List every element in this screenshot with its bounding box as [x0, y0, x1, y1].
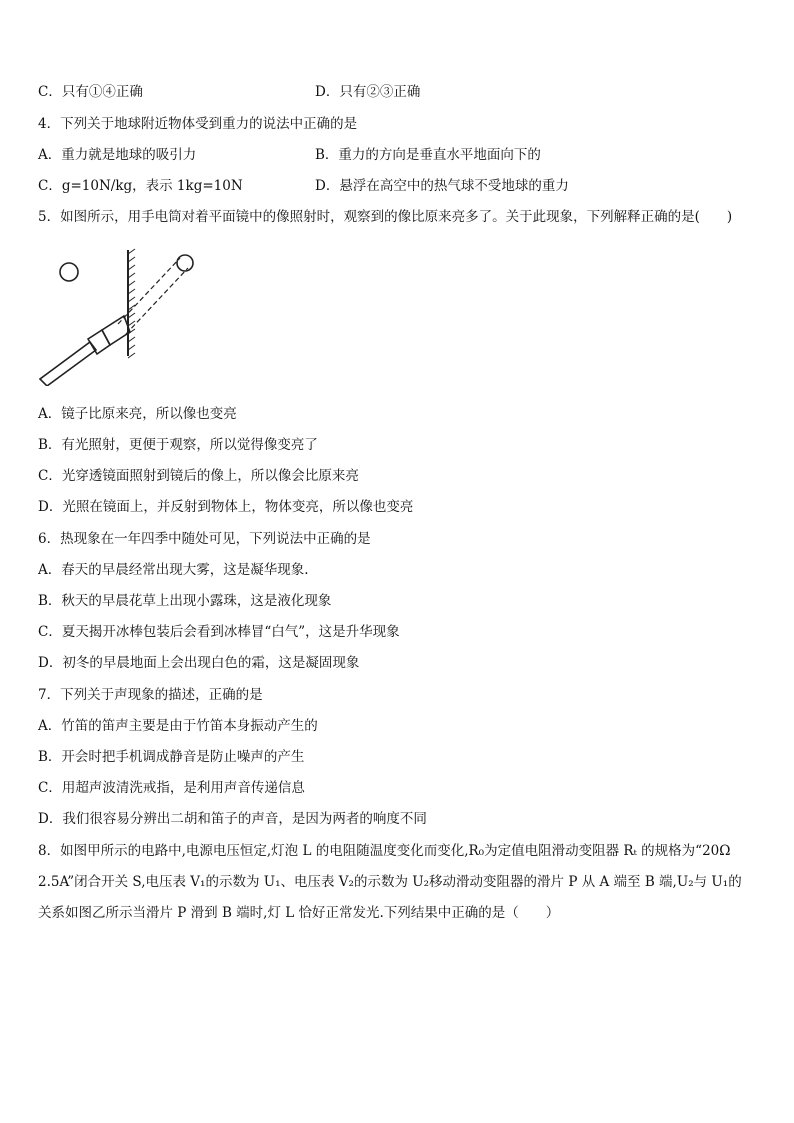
image-ball	[177, 255, 193, 271]
q3-option-c: C．只有①④正确	[38, 84, 143, 100]
q4-option-c: C．g=10N/kg，表示 1kg=10N	[38, 178, 243, 194]
q3-option-d: D．只有②③正确	[315, 84, 421, 100]
mirror-hatching	[128, 249, 135, 358]
q4-option-a: A．重力就是地球的吸引力	[38, 147, 197, 163]
mirror-flashlight-figure	[38, 246, 198, 386]
q7-stem: 7．下列关于声现象的描述，正确的是	[38, 687, 263, 703]
q7-option-c: C．用超声波清洗戒指，是利用声音传递信息	[38, 780, 305, 796]
q6-option-c: C．夏天揭开冰棒包装后会看到冰棒冒“白气”，这是升华现象	[38, 624, 400, 640]
flashlight	[40, 316, 130, 386]
q7-option-a: A．竹笛的笛声主要是由于竹笛本身振动产生的	[38, 718, 318, 734]
q4-option-d: D．悬浮在高空中的热气球不受地球的重力	[315, 178, 569, 194]
q5-stem: 5．如图所示，用手电筒对着平面镜中的像照射时，观察到的像比原来亮多了。关于此现象，下列解释正确的是( )	[38, 209, 733, 225]
q4-stem: 4．下列关于地球附近物体受到重力的说法中正确的是	[38, 116, 358, 132]
q5-option-a: A．镜子比原来亮，所以像也变亮	[38, 406, 237, 422]
beam-dash-2	[126, 268, 188, 334]
q8-stem-line-2: 2.5A”闭合开关 S,电压表 V₁的示数为 U₁、电压表 V₂的示数为 U₂移动滑动变阻器的滑片 P 从 A 端至 B 端,U₂与 U₁的	[38, 874, 742, 890]
q5-option-d: D．光照在镜面上，并反射到物体上，物体变亮，所以像也变亮	[38, 499, 414, 515]
q5-option-b: B．有光照射，更便于观察，所以觉得像变亮了	[38, 437, 318, 453]
q6-stem: 6．热现象在一年四季中随处可见，下列说法中正确的是	[38, 531, 371, 547]
q4-option-b: B．重力的方向是垂直水平地面向下的	[315, 147, 541, 163]
q8-stem-line-3: 关系如图乙所示当滑片 P 滑到 B 端时,灯 L 恰好正常发光.下列结果中正确的是（ ）	[38, 905, 560, 921]
q6-option-b: B．秋天的早晨花草上出现小露珠，这是液化现象	[38, 593, 332, 609]
q6-option-a: A．春天的早晨经常出现大雾，这是凝华现象.	[38, 562, 309, 578]
q7-option-d: D．我们很容易分辨出二胡和笛子的声音，是因为两者的响度不同	[38, 811, 427, 827]
q5-option-c: C．光穿透镜面照射到镜后的像上，所以像会比原来亮	[38, 468, 359, 484]
object-ball	[60, 263, 78, 281]
q6-option-d: D．初冬的早晨地面上会出现白色的霜，这是凝固现象	[38, 655, 360, 671]
q7-option-b: B．开会时把手机调成静音是防止噪声的产生	[38, 749, 305, 765]
q8-stem-line-1: 8．如图甲所示的电路中,电源电压恒定,灯泡 L 的电阻随温度变化而变化,R₀为定值电阻滑动变阻器 Rₜ 的规格为“20Ω	[38, 843, 731, 859]
